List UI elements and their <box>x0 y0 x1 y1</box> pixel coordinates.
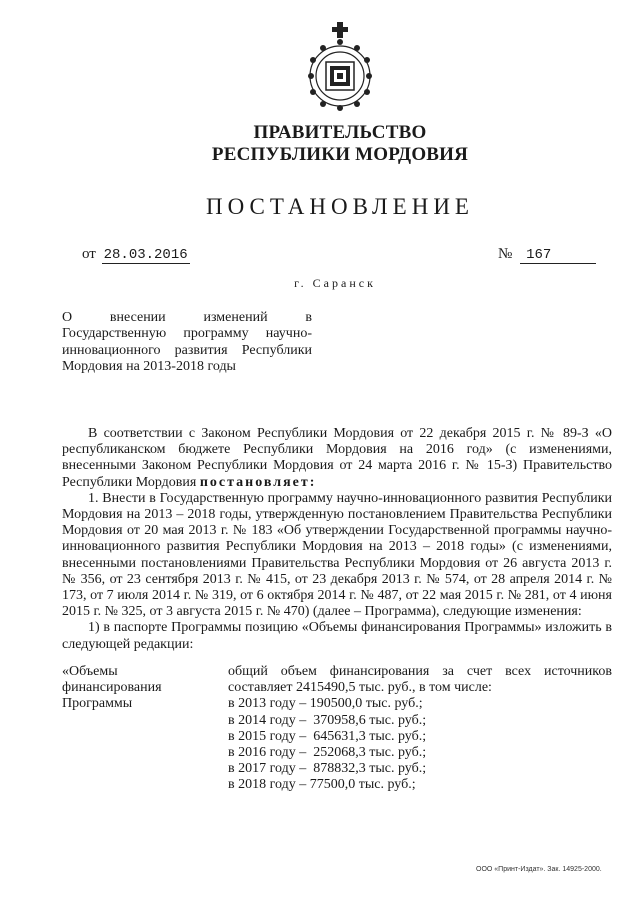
decree-word: постановляет: <box>199 474 317 490</box>
funding-year: в 2014 году – 370958,6 тыс. руб.; <box>228 712 427 728</box>
funding-total: общий объем финансирования за счет всех источников составляет 2415490,5 тыс. руб., в том числе: <box>228 664 612 696</box>
date-prefix: от <box>82 246 96 262</box>
funding-values <box>228 664 612 794</box>
government-title-line1: ПРАВИТЕЛЬСТВО <box>253 122 427 143</box>
printer-imprint: ООО «Принт-Издат». Зак. 14925-2000. <box>476 866 602 873</box>
paragraph-item-1-1: 1) в паспорте Программы позицию «Объемы финансирования Программы» изложить в следующей редакции: <box>62 620 612 652</box>
preamble-text: В соответствии с Законом Республики Мордовия от 22 декабря 2015 г. № 89-З «О республиканском бюджете Республики Мордовия на 2016 год» (с изменениями, внесенными Законом Республики Мордовия от 24 марта 2016 г. № 15-З) Правительство Республики Мордовия <box>62 426 612 490</box>
document-subject <box>62 310 312 376</box>
document-number <box>498 246 596 264</box>
date-value: 28.03.2016 <box>103 247 188 263</box>
subject-line: О внесении изменений в <box>62 310 312 325</box>
government-title-line2: РЕСПУБЛИКИ МОРДОВИЯ <box>211 144 469 165</box>
number-prefix: № <box>498 246 513 262</box>
funding-year: в 2015 году – 645631,3 тыс. руб.; <box>228 728 427 744</box>
funding-year: в 2016 году – 252068,3 тыс. руб.; <box>228 745 427 761</box>
number-value: 167 <box>520 247 596 264</box>
funding-label-line: Программы <box>62 696 133 712</box>
subject-line: Мордовия на 2013-2018 годы <box>62 359 236 375</box>
funding-label <box>62 664 212 713</box>
document-body <box>62 426 612 653</box>
document-type: ПОСТАНОВЛЕНИЕ <box>206 194 474 219</box>
funding-year: в 2013 году – 190500,0 тыс. руб.; <box>228 696 423 712</box>
funding-year: в 2017 году – 878832,3 тыс. руб.; <box>228 761 427 777</box>
city: г. Саранск <box>294 276 376 290</box>
paragraph-preamble <box>62 426 612 491</box>
funding-label-line: «Объемы <box>62 664 118 679</box>
funding-year: в 2018 году – 77500,0 тыс. руб.; <box>228 777 416 793</box>
coat-of-arms-icon <box>303 18 377 114</box>
paragraph-item-1: 1. Внести в Государственную программу научно-инновационного развития Республики Мордовия на 2013 – 2018 годы, утвержденную постановлением Правительства Республики Мордовия от 20 мая 2013 г. № 183 «Об утверждении Государственной программы научно-инновационного развития Республики Мордовия на 2013 – 2018 годы» (с изменениями, внесенными постановлениями Правительства Республики Мордовия от 26 августа 2013 г. № 356, от 23 сентября 2013 г. № 415, от 23 декабря 2013 г. № 574, от 28 апреля 2014 г. № 173, от 7 июля 2014 г. № 319, от 6 октября 2014 г. № 487, от 22 мая 2015 г. № 281, от 4 июня 2015 г. № 325, от 3 августа 2015 г. № 470) (далее – Программа), следующие изменения: <box>62 490 612 620</box>
subject-line: инновационного развития Республики <box>62 342 312 358</box>
funding-label-line: финансирования <box>62 680 162 696</box>
document-date <box>82 246 190 264</box>
subject-line: Государственную программу научно- <box>62 326 312 342</box>
